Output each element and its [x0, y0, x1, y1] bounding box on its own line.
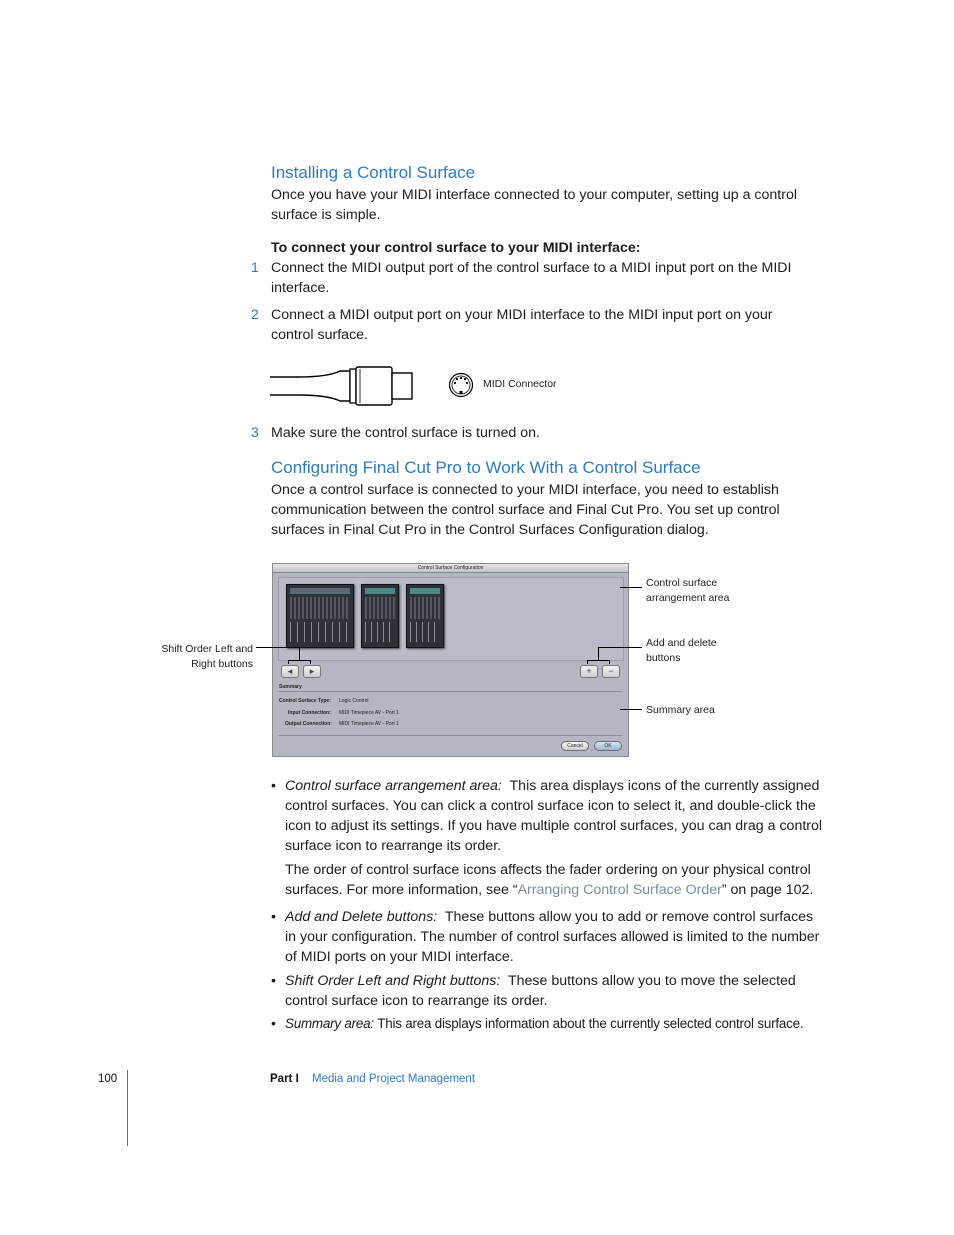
bullet-marker: •: [271, 1016, 276, 1032]
callout-line: [587, 660, 610, 661]
control-surface-icon[interactable]: [406, 584, 444, 648]
summary-divider-bottom: [278, 735, 622, 736]
bullet-item: [285, 971, 815, 1011]
callout-line: [288, 660, 311, 661]
step-text: Connect a MIDI output port on your MIDI interface to the MIDI input port on your control surface.: [271, 307, 773, 343]
bullet-marker: •: [271, 778, 276, 794]
bullet-marker: •: [271, 909, 276, 925]
bullet-term: Summary area:: [285, 1016, 374, 1031]
output-label: Output Connection:: [285, 721, 332, 727]
output-value: MIDI Timepiece AV - Port 1: [339, 721, 399, 727]
type-label: Control Surface Type:: [279, 698, 331, 704]
input-label: Input Connection:: [288, 710, 331, 716]
midi-connector-icon: [448, 372, 474, 398]
callout-line: [256, 647, 300, 648]
step-number: 1: [251, 259, 259, 275]
step-number: 3: [251, 424, 259, 440]
step-number: 2: [251, 306, 259, 322]
callout-summary: Summary area: [646, 704, 715, 716]
callout-shift: Shift Order Left and Right buttons: [161, 643, 253, 670]
bullet-item: [285, 1014, 885, 1034]
section-title-configuring: Configuring Final Cut Pro to Work With a Control Surface: [271, 458, 701, 477]
summary-divider: [278, 691, 622, 692]
bullet-term: Add and Delete buttons:: [285, 909, 438, 925]
midi-connector-label: MIDI Connector: [483, 378, 557, 390]
midi-cable-illustration: [268, 365, 418, 407]
bullet-item: [285, 907, 825, 967]
callout-line: [609, 660, 610, 664]
shift-left-button[interactable]: ◂: [281, 665, 299, 678]
control-surface-configuration-dialog: [272, 563, 629, 757]
bullet-text: This area displays information about the currently selected control surface.: [377, 1016, 804, 1031]
step-text: Connect the MIDI output port of the control surface to a MIDI input port on the MIDI interface.: [271, 260, 792, 296]
callout-line: [587, 660, 588, 664]
control-surface-icon[interactable]: [286, 584, 354, 648]
ok-button[interactable]: OK: [594, 741, 622, 751]
bullet-text: These buttons allow you to add or remove control surfaces in your configuration. The number of control surfaces allowed is limited to the number of MIDI ports on your MIDI interface.: [285, 909, 820, 965]
callout-line: [299, 647, 300, 660]
callout-arrangement: Control surface arrangement area: [646, 577, 730, 604]
bullet-marker: •: [271, 973, 276, 989]
callout-line: [598, 647, 642, 648]
dialog-title: Control Surface Configuration: [417, 565, 484, 571]
section-intro: Once you have your MIDI interface connected to your computer, setting up a control surface is simple.: [271, 187, 798, 223]
shift-right-button[interactable]: ▸: [303, 665, 321, 678]
footer-part: Part I: [270, 1073, 299, 1085]
callout-line: [620, 709, 642, 710]
section-intro: Once a control surface is connected to your MIDI interface, you need to establish communication between the control surface and Final Cut Pro. You set up control surfaces in Final Cut Pro in the Control Surfaces Configuration dialog.: [271, 482, 780, 538]
order-text: The order of control surface icons affects the fader ordering on your physical control surfaces. For more information, see “: [285, 862, 811, 898]
bullet-item: [285, 776, 825, 856]
footer-rule: [127, 1070, 128, 1146]
bullet-text: This area displays icons of the currently assigned control surfaces. You can click a control surface icon to select it, and double-click the icon to adjust its settings. If you have multiple control surfaces, you can drag a control surface icon to rearrange its order.: [285, 778, 823, 854]
control-surface-icon[interactable]: [361, 584, 399, 648]
footer-chapter: Media and Project Management: [312, 1073, 476, 1085]
arranging-order-link[interactable]: Arranging Control Surface Order: [517, 882, 722, 898]
summary-heading: Summary: [279, 684, 302, 690]
callout-add-delete: Add and delete buttons: [646, 637, 717, 664]
input-value: MIDI Timepiece AV - Port 1: [339, 710, 399, 716]
cancel-button[interactable]: Cancel: [561, 741, 589, 751]
callout-line: [310, 660, 311, 664]
callout-line: [598, 647, 599, 660]
order-text-after: ” on page 102.: [721, 882, 814, 898]
order-paragraph: [285, 860, 825, 900]
callout-line: [288, 660, 289, 664]
bullet-term: Control surface arrangement area:: [285, 778, 502, 794]
add-button[interactable]: +: [580, 665, 598, 678]
bullet-text: These buttons allow you to move the selected control surface icon to rearrange its order.: [285, 973, 796, 1009]
step-text: Make sure the control surface is turned on.: [271, 425, 540, 441]
arrangement-area: [278, 577, 624, 661]
type-value: Logic Control: [339, 698, 369, 704]
dialog-title-bar: [273, 564, 628, 573]
page-number: 100: [98, 1073, 118, 1085]
section-title-installing: Installing a Control Surface: [271, 163, 476, 182]
callout-line: [620, 587, 642, 588]
delete-button[interactable]: −: [602, 665, 620, 678]
bullet-term: Shift Order Left and Right buttons:: [285, 973, 501, 989]
task-heading: To connect your control surface to your MIDI interface:: [271, 240, 641, 256]
